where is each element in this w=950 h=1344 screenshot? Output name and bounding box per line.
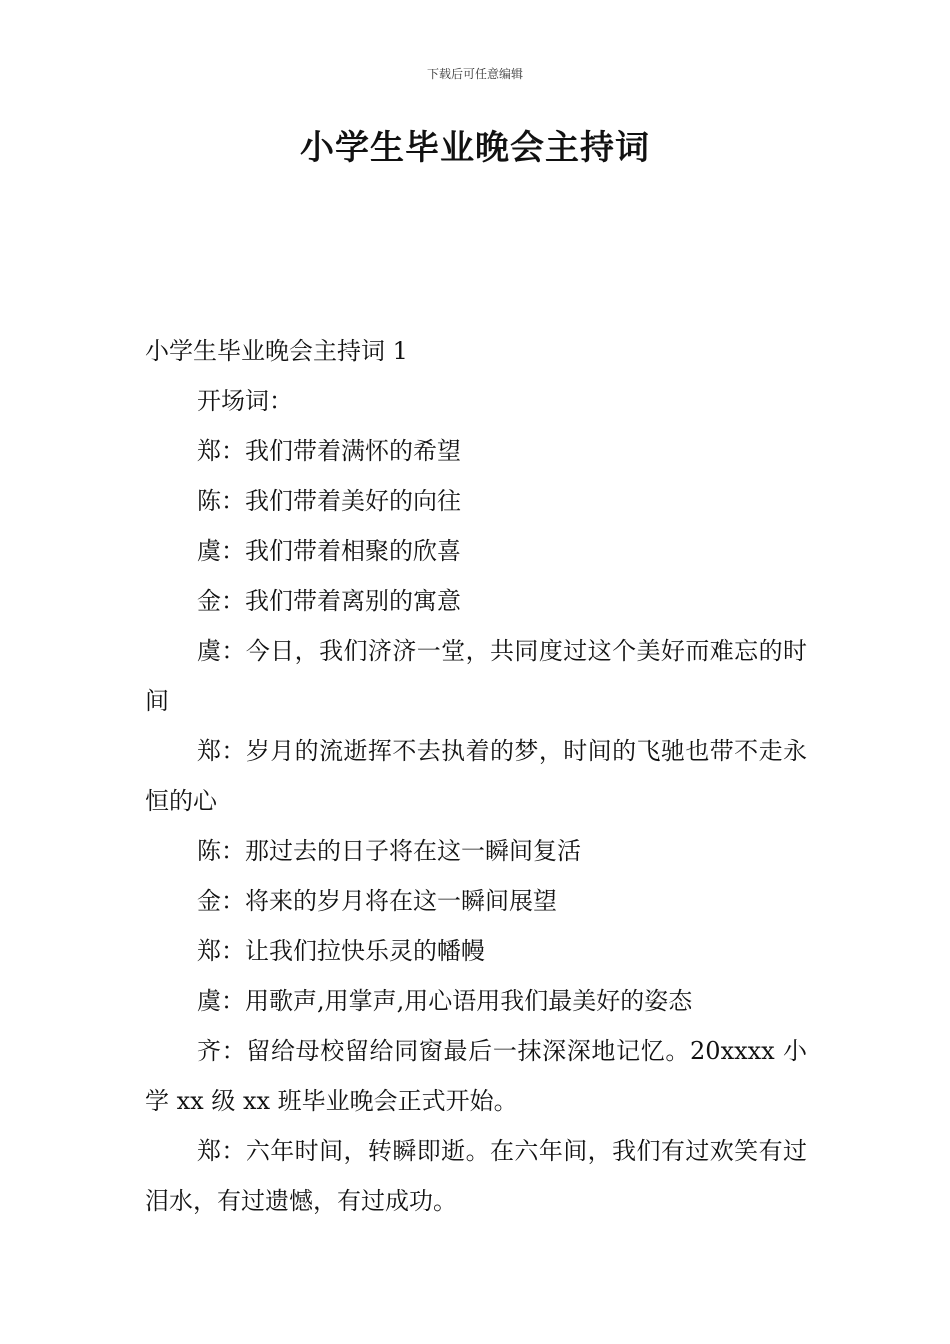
paragraph: 郑：我们带着满怀的希望 [197, 437, 461, 465]
paragraph: 陈：那过去的日子将在这一瞬间复活 [197, 837, 581, 865]
paragraph: 虞：我们带着相聚的欣喜 [197, 537, 461, 565]
header-note: 下载后可任意编辑 [426, 67, 523, 81]
paragraph: 郑：让我们拉快乐灵的幡幔 [197, 937, 485, 965]
paragraph: 陈：我们带着美好的向往 [197, 487, 461, 515]
paragraph: 郑：六年时间，转瞬即逝。在六年间，我们有过欢笑有过泪水，有过遗憾，有过成功。 [145, 1137, 807, 1215]
paragraph: 金：我们带着离别的寓意 [197, 587, 461, 615]
paragraph: 虞：今日，我们济济一堂，共同度过这个美好而难忘的时间 [145, 637, 807, 715]
paragraph: 金：将来的岁月将在这一瞬间展望 [197, 887, 557, 915]
section-heading: 小学生毕业晚会主持词 1 [145, 337, 408, 365]
document-body [145, 326, 807, 1226]
paragraph: 虞：用歌声,用掌声,用心语用我们最美好的姿态 [197, 987, 693, 1015]
paragraph: 开场词： [197, 387, 293, 415]
paragraph: 齐：留给母校留给同窗最后一抹深深地记忆。20xxxx 小学 xx 级 xx 班毕业晚会正式开始。 [145, 1037, 807, 1115]
document-title: 小学生毕业晚会主持词 [300, 128, 650, 168]
paragraph: 郑：岁月的流逝挥不去执着的梦，时间的飞驰也带不走永恒的心 [145, 737, 807, 815]
